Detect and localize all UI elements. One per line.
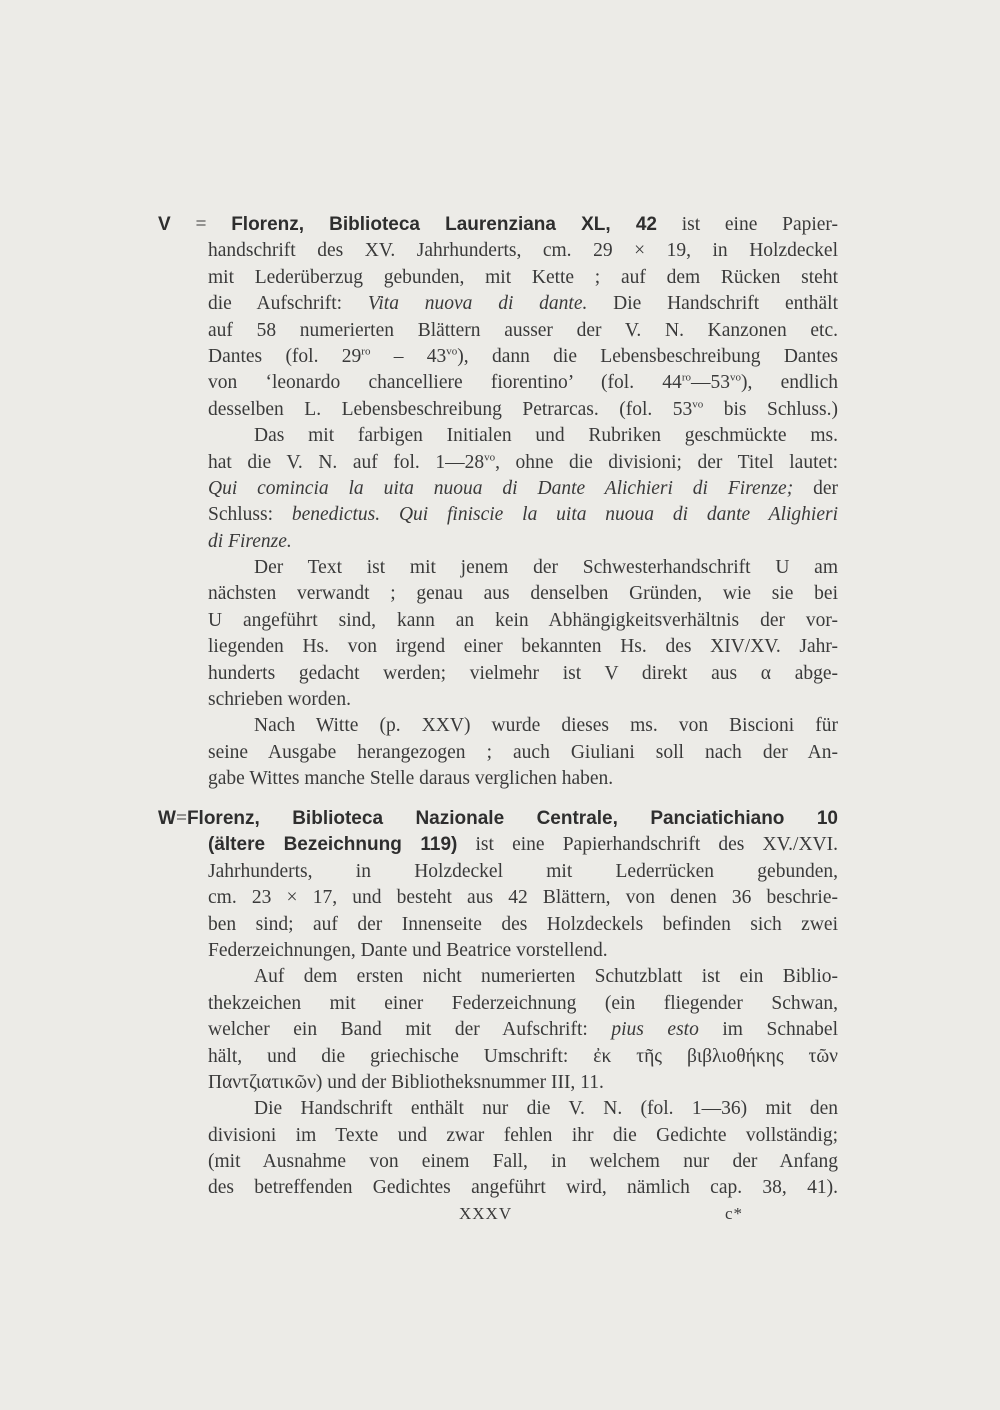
entry-v-p4-line-3: gabe Wittes manche Stelle daraus verglichen haben. [208, 768, 614, 790]
entry-v-p2-line-3 [158, 476, 838, 502]
entry-w-heading: Florenz, Biblioteca Nazionale Centrale, Panciatichiano 10 [186, 808, 838, 829]
equals-sign: = [175, 808, 187, 829]
explicit: Qui finiscie la uita nuoua di dante Alighieri [398, 504, 838, 526]
entry-v-line-1 [158, 212, 838, 238]
superscript: vo [484, 451, 496, 464]
motto: pius esto [611, 1019, 699, 1041]
text: bis Schluss.) [703, 398, 838, 420]
text: desselben L. Lebensbeschreibung Petrarcas. (fol. 53 [208, 398, 693, 420]
text: ), endlich [740, 372, 838, 394]
entry-v-text: ist eine Papier- [681, 214, 839, 235]
entry-v-line-7 [158, 370, 838, 396]
entry-v-line-6 [158, 344, 838, 370]
entry-w-p2-line-2: thekzeichen mit einer Federzeichnung (ein fliegender Schwan, [208, 992, 838, 1014]
entry-w-p2-line-3 [158, 1017, 838, 1043]
text: hält, und die griechische Umschrift: [208, 1045, 569, 1067]
entry-w-p2-line-1: Auf dem ersten nicht numerierten Schutzblatt ist ein Biblio- [254, 966, 838, 988]
text: ), dann die Lebensbeschreibung Dantes [457, 345, 838, 367]
entry-v-p2-line-4 [158, 502, 838, 528]
text: hat die V. N. auf fol. 1—28 [208, 451, 485, 473]
entry-v-p4-line-2: seine Ausgabe herangezogen ; auch Giuliani soll nach der An- [208, 741, 838, 763]
entry-v-p3-line-2: nächsten verwandt ; genau aus denselben Gründen, wie sie bei [208, 583, 838, 605]
entry-w-line-1 [158, 806, 838, 832]
superscript: vo [446, 345, 458, 358]
entry-v-line-2: handschrift des XV. Jahrhunderts, cm. 29 × 19, in Holzdeckel [208, 240, 838, 262]
entry-w-line-4: cm. 23 × 17, und besteht aus 42 Blättern, von denen 36 beschrie- [208, 887, 838, 909]
entry-w-line-5: ben sind; auf der Innenseite des Holzdeckels befinden sich zwei [208, 913, 838, 935]
entry-w [158, 806, 838, 1202]
entry-v-p3-line-5: hunderts gedacht werden; vielmehr ist V direkt aus α abge- [208, 662, 838, 684]
entry-w-p3-line-2: divisioni im Texte und zwar fehlen ihr die Gedichte vollständig; [208, 1124, 838, 1146]
entry-v-line-8 [158, 397, 838, 423]
entry-v [158, 212, 838, 793]
entry-v-p3-line-6: schrieben worden. [208, 689, 351, 711]
siglum-w: W [158, 808, 176, 829]
text: welcher ein Band mit der Aufschrift: [208, 1019, 588, 1041]
text: Schluss: [208, 504, 274, 526]
equals-sign: = [195, 214, 207, 235]
entry-w-line-2 [158, 832, 838, 858]
superscript: ro [361, 345, 371, 358]
text: Dantes (fol. 29 [208, 345, 362, 367]
entry-v-line-4 [158, 291, 838, 317]
signature-mark: c* [725, 1204, 744, 1223]
entry-v-line-5: auf 58 numerierten Blättern ausser der V. N. Kanzonen etc. [208, 319, 838, 341]
text: die Aufschrift: [208, 293, 343, 315]
explicit: di Firenze. [208, 530, 292, 552]
greek-inscription: ἐκ τῆς βιβλιοθήκης τῶν [593, 1045, 838, 1067]
entry-w-p2-line-4 [158, 1044, 838, 1070]
explicit: benedictus. [291, 504, 381, 526]
entry-v-p3-line-4: liegenden Hs. von irgend einer bekannten Hs. des XIV/XV. Jahr- [208, 636, 838, 658]
entry-v-p3-line-3: U angeführt sind, kann an kein Abhängigkeitsverhältnis der vor- [208, 609, 838, 631]
manuscript-title: Vita nuova di dante. [367, 293, 588, 315]
text: – 43 [370, 345, 447, 367]
entry-w-p3-line-1: Die Handschrift enthält nur die V. N. (fol. 1—36) mit den [254, 1098, 838, 1120]
page-number: XXXV [459, 1204, 513, 1223]
entry-v-p2-line-2 [158, 450, 838, 476]
entry-w-line-6: Federzeichnungen, Dante und Beatrice vorstellend. [208, 939, 608, 961]
entry-w-p3-line-3: (mit Ausnahme von einem Fall, in welchem nur der Anfang [208, 1151, 838, 1173]
entry-v-p2-line-1: Das mit farbigen Initialen und Rubriken geschmückte ms. [254, 425, 838, 447]
entry-v-line-3: mit Lederüberzug gebunden, mit Kette ; auf dem Rücken steht [208, 266, 838, 288]
greek-inscription: Παντζιατικῶν [208, 1071, 316, 1093]
entry-v-p2-line-5 [158, 529, 838, 555]
older-designation: (ältere Bezeichnung 119) [208, 834, 458, 856]
siglum-v: V [158, 214, 171, 235]
superscript: vo [692, 398, 704, 411]
text: von ‘leonardo chancelliere fiorentino’ (fol. 44 [208, 372, 682, 394]
incipit: Qui comincia la uita nuoua di Dante Alichieri di Firenze; [208, 477, 794, 499]
text: , ohne die divisioni; der Titel lautet: [495, 451, 838, 473]
text: ) und der Bibliotheksnummer III, 11. [315, 1071, 604, 1093]
superscript: vo [729, 371, 741, 384]
entry-v-p4-line-1: Nach Witte (p. XXV) wurde dieses ms. von Biscioni für [254, 715, 838, 737]
entry-v-p3-line-1: Der Text ist mit jenem der Schwesterhandschrift U am [254, 557, 838, 579]
text: —53 [690, 372, 730, 394]
text: der [813, 477, 838, 499]
entry-w-line-3: Jahrhunderts, in Holzdeckel mit Lederrücken gebunden, [208, 860, 838, 882]
entry-v-heading: Florenz, Biblioteca Laurenziana XL, 42 [231, 214, 657, 235]
text: Die Handschrift enthält [613, 293, 839, 315]
entry-w-p3-line-4: des betreffenden Gedichtes angeführt wird, nämlich cap. 38, 41). [208, 1177, 838, 1199]
entry-w-p2-line-5 [158, 1070, 838, 1096]
superscript: ro [681, 371, 691, 384]
text: im Schnabel [722, 1019, 838, 1041]
text: ist eine Papierhandschrift des XV./XVI. [475, 834, 838, 856]
